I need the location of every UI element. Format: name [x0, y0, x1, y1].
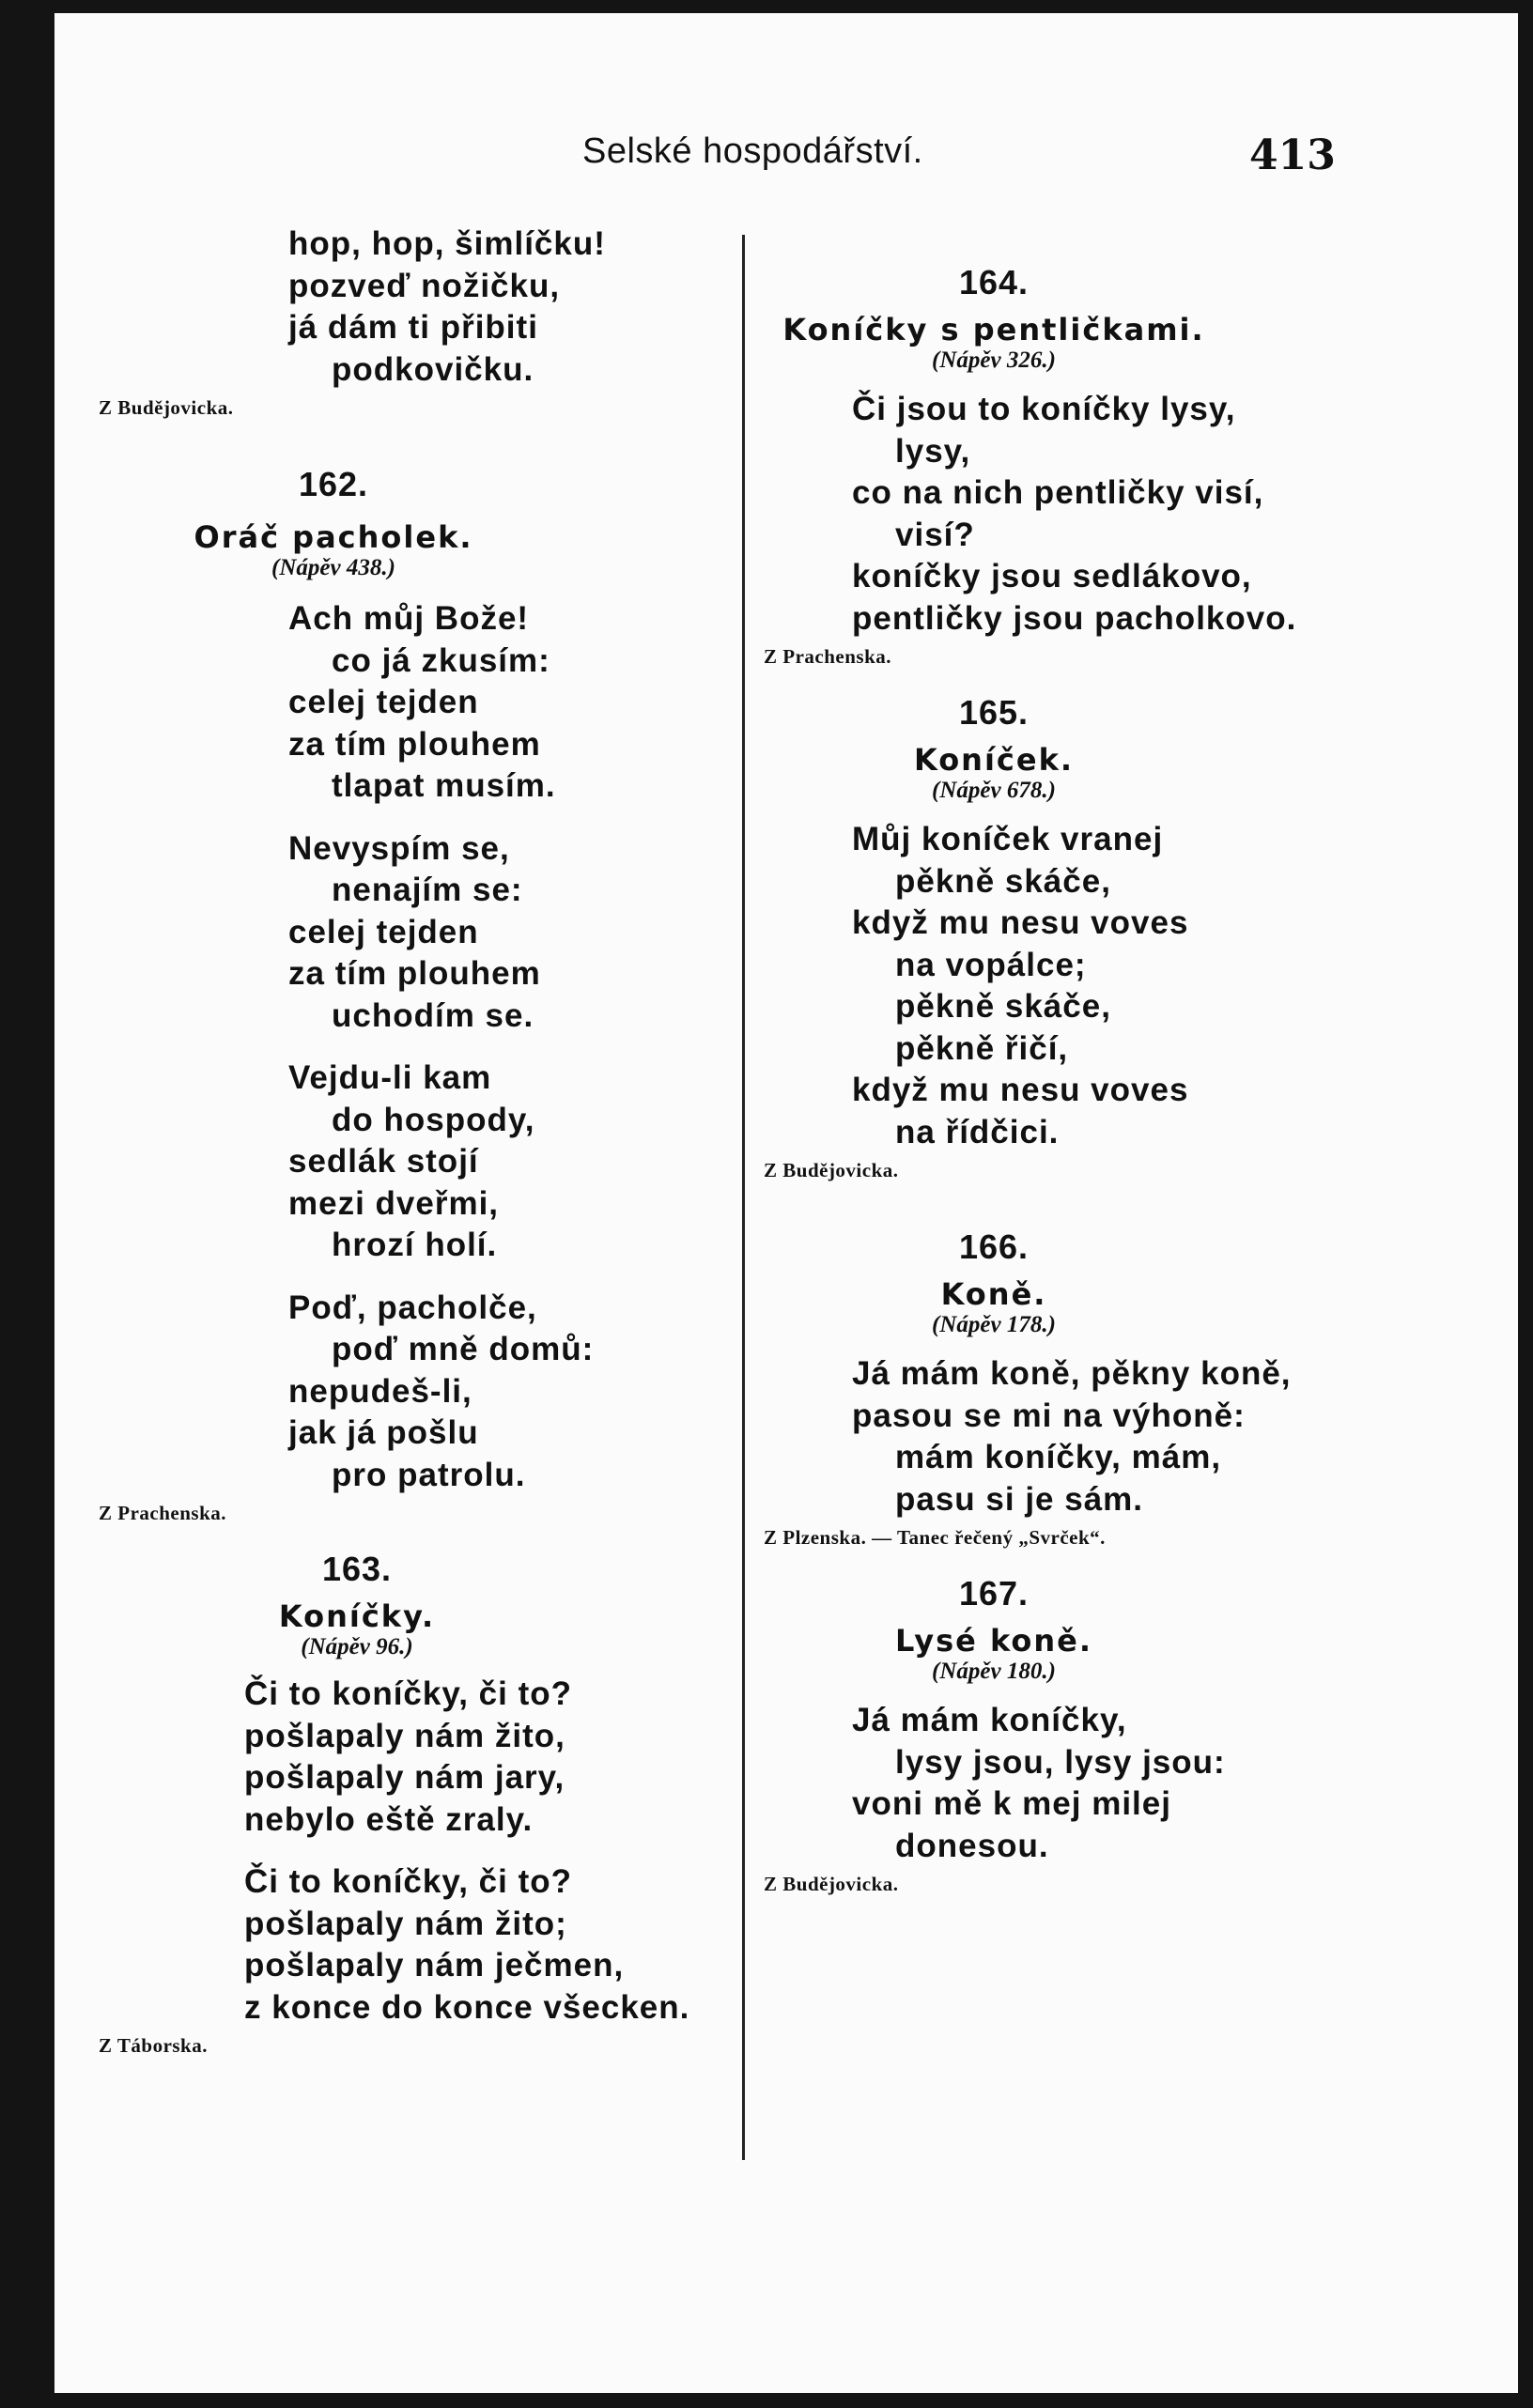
song-number: 165.: [958, 693, 1030, 732]
verse-line: pro patrolu.: [332, 1456, 526, 1493]
left-column: [99, 224, 719, 2058]
verse-line: pěkně skáče,: [895, 862, 1111, 900]
verse-line: Či jsou to koníčky lysy,: [852, 391, 1236, 427]
verse-line: na vopálce;: [895, 946, 1087, 983]
verse-line: na řídčici.: [895, 1113, 1060, 1150]
verse-line: visí?: [895, 516, 975, 553]
verse-line: pošlapaly nám žito;: [244, 1905, 567, 1942]
song-title: Koníčky.: [278, 1598, 436, 1634]
verse-line: celej tejden: [288, 684, 479, 720]
song-title: Lysé koně.: [894, 1623, 1092, 1659]
column-divider: [742, 235, 745, 2160]
song-163: [99, 1550, 690, 2058]
scan-border-bottom: [0, 2393, 1533, 2408]
verse-line: za tím plouhem: [288, 955, 541, 992]
stanza: [288, 598, 556, 808]
verse-line: do hospody,: [332, 1101, 535, 1138]
song-number: 166.: [958, 1227, 1030, 1266]
song-source: Z Plzenska. — Tanec řečený „Svrček“.: [764, 1526, 1106, 1549]
scan-border-top: [0, 0, 1533, 13]
verse-line: pošlapaly nám jary,: [244, 1759, 565, 1796]
verse-line: mám koníčky, mám,: [895, 1439, 1222, 1475]
verse-line: podkovičku.: [332, 350, 534, 388]
verse-line: Či to koníčky, či to?: [244, 1863, 573, 1900]
verse-line: Poď, pacholče,: [288, 1289, 537, 1326]
verse-line: já dám ti přibiti: [288, 309, 538, 346]
intro-verse: [99, 224, 719, 420]
verse-line: hop, hop, šimlíčku!: [288, 225, 606, 262]
stanza: [244, 1674, 573, 1841]
song-source: Z Táborska.: [99, 2034, 208, 2057]
song-source: Z Budějovicka.: [764, 1159, 899, 1181]
song-source: Z Prachenska.: [764, 645, 892, 668]
verse-line: sedlák stojí: [288, 1143, 479, 1180]
verse-line: Já mám koníčky,: [852, 1702, 1127, 1738]
intro-source: Z Budějovicka.: [99, 396, 234, 419]
song-162: [99, 465, 595, 1525]
verse-line: co na nich pentličky visí,: [852, 474, 1264, 511]
verse-line: co já zkusím:: [332, 641, 550, 679]
verse-line: jak já pošlu: [288, 1414, 479, 1451]
song-number: 167.: [958, 1574, 1030, 1613]
verse-line: pasou se mi na výhoně:: [852, 1397, 1246, 1434]
verse-line: hrozí holí.: [332, 1227, 498, 1263]
verse-line: lysy,: [895, 432, 971, 470]
stanza: [288, 1288, 595, 1497]
song-166: [764, 1227, 1327, 1550]
stanza: [244, 1861, 690, 2029]
verse-line: pošlapaly nám ječmen,: [244, 1947, 625, 1984]
verse-line: Já mám koně, pěkny koně,: [852, 1355, 1292, 1392]
song-melody: (Nápěv 326.): [932, 347, 1056, 373]
song-number: 162.: [298, 465, 369, 503]
song-melody: (Nápěv 178.): [932, 1312, 1056, 1337]
verse-line: když mu nesu voves: [852, 904, 1189, 941]
stanza: [288, 1057, 535, 1267]
song-title: Koníčky s pentličkami.: [782, 312, 1205, 347]
verse-line: Ach můj Bože!: [288, 600, 530, 637]
song-165: [764, 693, 1327, 1182]
verse-line: voni mě k mej milej: [852, 1785, 1171, 1822]
song-title: Oráč pacholek.: [194, 519, 473, 555]
verse-line: celej tejden: [288, 913, 479, 950]
song-number: 163.: [321, 1550, 393, 1588]
verse-line: koníčky jsou sedlákovo,: [852, 558, 1252, 594]
verse-line: za tím plouhem: [288, 725, 541, 763]
song-melody: (Nápěv 678.): [932, 778, 1056, 803]
verse-line: pozveď nožičku,: [288, 267, 561, 304]
song-source: Z Budějovicka.: [764, 1873, 899, 1895]
scan-border-right: [1518, 0, 1533, 2408]
verse-line: nebylo eště zraly.: [244, 1800, 534, 1838]
verse-line: Či to koníčky, či to?: [244, 1675, 573, 1712]
song-title: Koně.: [940, 1276, 1047, 1312]
song-melody: (Nápěv 180.): [932, 1659, 1056, 1684]
stanza: [288, 828, 541, 1038]
right-column: [764, 263, 1327, 1896]
song-number: 164.: [958, 263, 1030, 301]
verse-line: poď mně domů:: [332, 1331, 595, 1367]
song-melody: (Nápěv 96.): [301, 1634, 413, 1659]
verse-line: pentličky jsou pacholkovo.: [852, 599, 1297, 637]
verse-line: uchodím se.: [332, 996, 534, 1034]
verse-line: pěkně skáče,: [895, 988, 1111, 1025]
song-source: Z Prachenska.: [99, 1502, 227, 1524]
verse-line: pošlapaly nám žito,: [244, 1717, 565, 1754]
verse-line: donesou.: [895, 1827, 1049, 1864]
verse-line: když mu nesu voves: [852, 1072, 1189, 1108]
song-164: [764, 263, 1327, 669]
verse-line: nenajím se:: [332, 872, 523, 908]
verse-line: Nevyspím se,: [288, 829, 510, 867]
verse-line: pěkně řičí,: [895, 1029, 1069, 1067]
verse-line: mezi dveřmi,: [288, 1184, 500, 1222]
song-title: Koníček.: [913, 742, 1075, 778]
verse-line: pasu si je sám.: [895, 1480, 1144, 1518]
verse-line: Můj koníček vranej: [852, 821, 1164, 857]
verse-line: Vejdu-li kam: [288, 1059, 492, 1096]
verse-line: z konce do konce všecken.: [244, 1988, 690, 2026]
song-melody: (Nápěv 438.): [271, 555, 395, 580]
song-167: [764, 1574, 1327, 1896]
verse-line: tlapat musím.: [332, 767, 556, 804]
verse-line: nepudeš-li,: [288, 1372, 472, 1410]
verse-line: lysy jsou, lysy jsou:: [895, 1743, 1226, 1781]
scan-border-left: [0, 0, 54, 2408]
page-number: 413: [1249, 131, 1336, 179]
running-header: Selské hospodářství.: [582, 131, 923, 171]
